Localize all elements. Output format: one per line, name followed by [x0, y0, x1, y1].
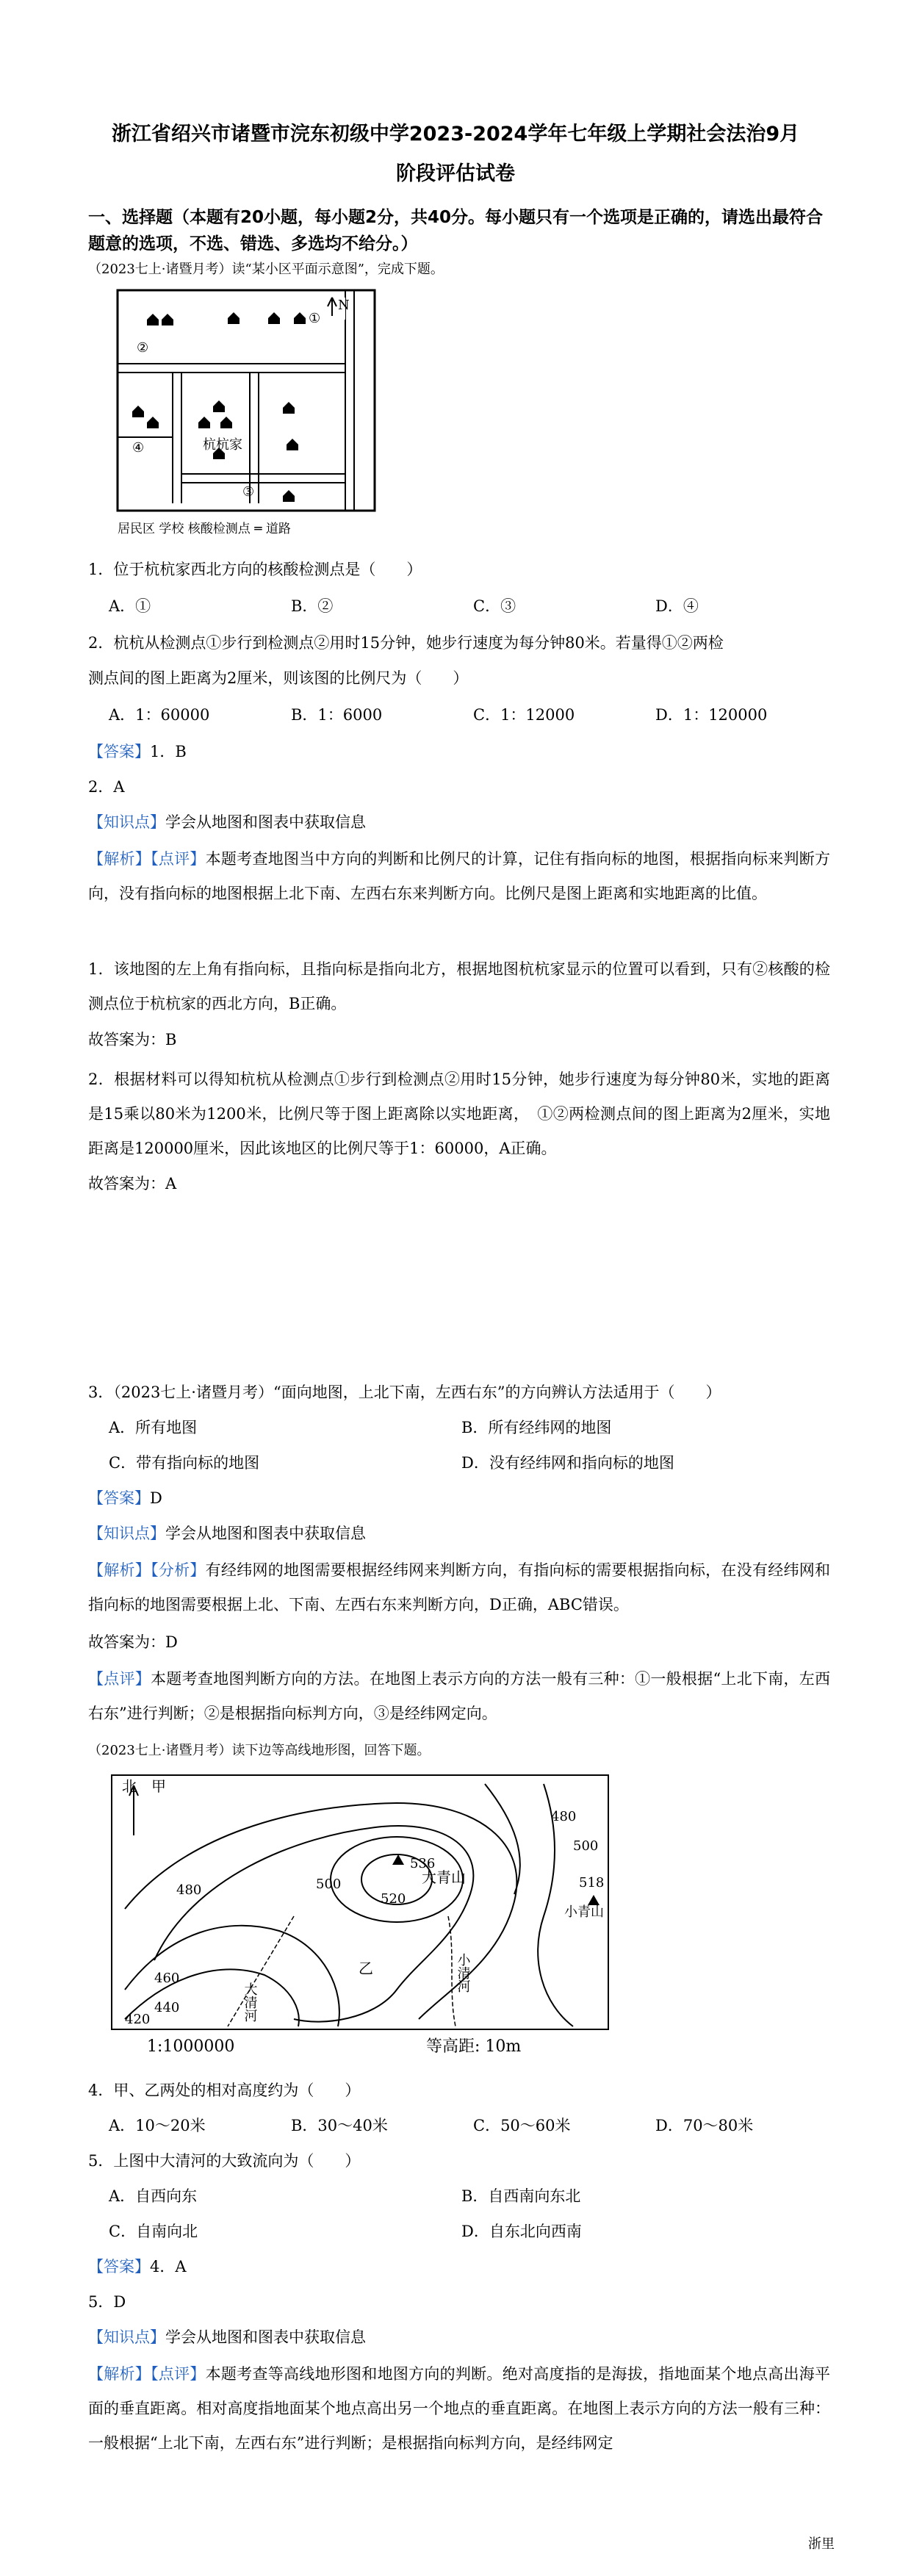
comment-3: 【点评】本题考查地图判断方向的方法。在地图上表示方向的方法一般有三种：①一般根据“上北下南，左西右东”进行判断；②是根据指向标判方向，③是经纬网定向。	[88, 1670, 831, 1722]
map2-scale: 1:1000000	[147, 2037, 235, 2056]
q1-opt-c: C．③	[473, 597, 516, 615]
q4-opt-b: B．30～40米	[291, 2117, 388, 2134]
q5-opt-d: D．自东北向西南	[461, 2223, 582, 2240]
q1-opt-d: D．④	[655, 597, 699, 615]
contour-map	[103, 1769, 617, 2062]
map2-yi: 乙	[359, 1960, 373, 1977]
answer-2: 2．A	[88, 778, 125, 796]
elev-420: 420	[125, 2012, 151, 2027]
title-line-1: 浙江省绍兴市诸暨市浣东初级中学2023-2024学年七年级上学期社会法治9月	[111, 123, 800, 145]
label-big-mountain: 大青山	[422, 1868, 466, 1886]
analysis-1-2: 【解析】【点评】本题考查地图当中方向的判断和比例尺的计算，记住有指向标的地图，根据指向标来判断方向，没有指向标的地图根据上北下南、左西右东来判断方向。比例尺是图上距离和实地距离的比值。	[88, 850, 831, 902]
q3-opt-d: D．没有经纬网和指向标的地图	[461, 1454, 674, 1472]
q2-opt-b: B．1：6000	[291, 706, 383, 724]
q4-opt-a: A．10～20米	[109, 2117, 206, 2134]
result-3: 故答案为：D	[88, 1633, 178, 1651]
label-small-mountain: 小青山	[564, 1904, 604, 1920]
elev-500-a: 500	[316, 1877, 342, 1892]
map2-interval: 等高距: 10m	[426, 2037, 522, 2056]
q5-opt-c: C．自南向北	[109, 2223, 198, 2240]
community-map	[103, 283, 391, 542]
q1-opt-a: A．①	[109, 597, 151, 615]
q2-opt-a: A．1：60000	[109, 706, 210, 724]
house-label: 杭杭家	[203, 437, 242, 453]
explanation-1: 1．该地图的左上角有指向标，且指向标是指向北方，根据地图杭杭家显示的位置可以看到，只有②核酸的检测点位于杭杭家的西北方向，B正确。	[88, 960, 830, 1012]
map2-jia: 甲	[151, 1777, 166, 1795]
q3-opt-a: A．所有地图	[109, 1419, 198, 1436]
elev-480-b: 480	[176, 1882, 202, 1898]
source-note-2: （2023七上·诸暨月考）读下边等高线地形图，回答下题。	[88, 1743, 431, 1758]
marker-1: ①	[309, 311, 321, 326]
q3-opt-b: B．所有经纬网的地图	[461, 1419, 612, 1436]
answer-4-5: 【答案】4．A	[88, 2258, 187, 2275]
knowledge-point-1: 【知识点】学会从地图和图表中获取信息	[88, 813, 366, 831]
q5-opt-a: A．自西向东	[109, 2187, 198, 2205]
result-1: 故答案为：B	[88, 1031, 177, 1048]
q5-opt-b: B．自西南向东北	[461, 2187, 581, 2205]
q4-stem: 4．甲、乙两处的相对高度约为（ ）	[88, 2082, 361, 2099]
source-note-1: （2023七上·诸暨月考）读“某小区平面示意图”，完成下题。	[88, 262, 444, 277]
elev-500-b: 500	[573, 1838, 599, 1854]
q1-stem: 1．位于杭杭家西北方向的核酸检测点是（ ）	[88, 561, 422, 578]
q4-opt-d: D．70～80米	[655, 2117, 754, 2134]
elev-520: 520	[381, 1891, 406, 1907]
q2-opt-d: D．1：120000	[655, 706, 768, 724]
analysis-4-5: 【解析】【点评】本题考查等高线地形图和地图方向的判断。绝对高度指的是海拔，指地面某个地点高出海平面的垂直距离。相对高度指地面某个地点高出另一个地点的垂直距离。在地图上表示方向的方法一般有三种：一般根据“上北下南，左西右东”进行判断；是根据指向标判方向，是经纬网定	[88, 2365, 831, 2452]
section-heading: 一、选择题（本题有20小题，每小题2分，共40分。每小题只有一个选项是正确的，请选出最符合题意的选项，不选、错选、多选均不给分。）	[88, 208, 824, 253]
answer-5: 5．D	[88, 2293, 126, 2311]
q2-line-2: 测点间的图上距离为2厘米，则该图的比例尺为（ ）	[88, 669, 469, 687]
q3-opt-c: C．带有指向标的地图	[109, 1454, 260, 1472]
q2-opt-c: C．1：12000	[473, 706, 575, 724]
q1-opt-b: B．②	[291, 597, 334, 615]
map1-legend: 居民区 学校 核酸检测点 ═ 道路	[118, 522, 291, 536]
elev-460: 460	[154, 1971, 180, 1986]
explanation-2: 2．根据材料可以得知杭杭从检测点①步行到检测点②用时15分钟，她步行速度为每分钟80米，实地的距离是15乘以80米为1200米，比例尺等于图上距离除以实地距离， ①②两检测点间的图上距离为2厘米，实地距离是120000厘米，因此该地区的比例尺等于1：60000，A正确。	[88, 1071, 830, 1157]
q5-stem: 5．上图中大清河的大致流向为（ ）	[88, 2152, 361, 2170]
map2-north: 北	[122, 1777, 137, 1795]
elev-440: 440	[154, 2000, 180, 2015]
label-small-river: 小清河	[455, 1953, 471, 1993]
title-line-2: 阶段评估试卷	[396, 162, 515, 185]
marker-3: ③	[242, 484, 255, 500]
north-arrow-label: N	[338, 298, 350, 313]
page-footer: 浙里	[808, 2536, 835, 2552]
marker-2: ②	[137, 340, 149, 356]
q2-line-1: 2．杭杭从检测点①步行到检测点②用时15分钟，她步行速度为每分钟80米。若量得①②两检	[88, 634, 724, 652]
result-2: 故答案为：A	[88, 1175, 177, 1192]
answer-1-2: 【答案】1．B	[88, 743, 187, 760]
knowledge-point-3: 【知识点】学会从地图和图表中获取信息	[88, 2328, 366, 2346]
elev-536: 536	[410, 1856, 436, 1871]
marker-4: ④	[132, 440, 145, 456]
elev-518: 518	[579, 1875, 605, 1890]
elev-480-a: 480	[551, 1809, 577, 1824]
label-big-river: 大清河	[242, 1982, 258, 2022]
answer-3: 【答案】D	[88, 1489, 162, 1507]
q4-opt-c: C．50～60米	[473, 2117, 571, 2134]
analysis-3: 【解析】【分析】有经纬网的地图需要根据经纬网来判断方向，有指向标的需要根据指向标，在没有经纬网和指向标的地图需要根据上北、下南、左西右东来判断方向，D正确，ABC错误。	[88, 1561, 831, 1613]
knowledge-point-2: 【知识点】学会从地图和图表中获取信息	[88, 1525, 366, 1542]
q3-stem: 3．（2023七上·诸暨月考）“面向地图，上北下南，左西右东”的方向辨认方法适用于（ ）	[88, 1384, 721, 1401]
